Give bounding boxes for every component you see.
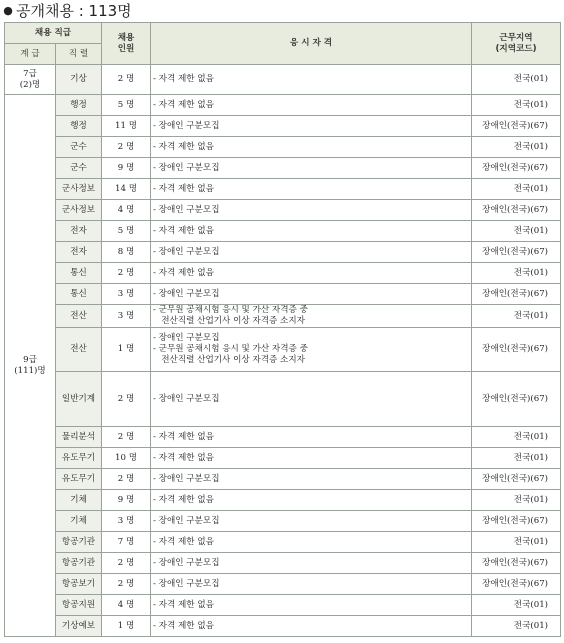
region-cell: 장애인(전국)(67) [472, 284, 561, 305]
job-cell: 유도무기 [56, 469, 102, 490]
table-row [5, 242, 561, 263]
qualification-cell [151, 65, 472, 95]
qualification-line: - 장애인 구분모집 [153, 473, 220, 484]
qualification-cell [151, 179, 472, 200]
region-cell: 전국(01) [472, 263, 561, 284]
count-cell: 2 명 [102, 574, 151, 595]
region-cell: 전국(01) [472, 427, 561, 448]
qualification-cell [151, 490, 472, 511]
job-cell: 전산 [56, 328, 102, 372]
region-cell: 장애인(전국)(67) [472, 242, 561, 263]
section-heading [0, 0, 564, 22]
qualification-line: - 장애인 구분모집 [153, 578, 220, 589]
region-cell: 전국(01) [472, 595, 561, 616]
qualification-cell [151, 448, 472, 469]
table-row [5, 532, 561, 553]
qualification-cell [151, 532, 472, 553]
heading-text: 공개채용 : 113명 [16, 2, 132, 20]
region-cell: 전국(01) [472, 221, 561, 242]
region-cell: 장애인(전국)(67) [472, 158, 561, 179]
count-cell: 2 명 [102, 372, 151, 427]
qualification-line: - 자격 제한 없음 [153, 141, 214, 152]
count-cell: 2 명 [102, 469, 151, 490]
qualification-line: - 장애인 구분모집 [153, 204, 220, 215]
count-cell: 5 명 [102, 95, 151, 116]
count-cell: 1 명 [102, 616, 151, 637]
region-cell: 전국(01) [472, 137, 561, 158]
table-row [5, 448, 561, 469]
qualification-line: - 장애인 구분모집 [153, 246, 220, 257]
region-cell: 전국(01) [472, 95, 561, 116]
job-cell: 군수 [56, 137, 102, 158]
qualification-line: - 장애인 구분모집 [153, 393, 220, 404]
qualification-line: 전산직렬 산업기사 이상 자격증 소지자 [153, 316, 305, 326]
recruitment-table [4, 22, 561, 637]
qualification-line: - 자격 제한 없음 [153, 599, 214, 610]
qualification-line: - 자격 제한 없음 [153, 431, 214, 442]
region-cell: 전국(01) [472, 179, 561, 200]
count-cell: 2 명 [102, 263, 151, 284]
table-row [5, 221, 561, 242]
qualification-cell [151, 116, 472, 137]
header-job: 직 렬 [56, 44, 102, 65]
count-cell: 2 명 [102, 427, 151, 448]
qualification-cell [151, 372, 472, 427]
header-group: 채용 직급 [5, 23, 102, 44]
qualification-line: - 자격 제한 없음 [153, 99, 214, 110]
header-qual: 응 시 자 격 [151, 23, 472, 65]
qualification-cell [151, 469, 472, 490]
region-cell: 장애인(전국)(67) [472, 200, 561, 221]
region-cell: 전국(01) [472, 65, 561, 95]
table-row [5, 95, 561, 116]
region-cell: 전국(01) [472, 490, 561, 511]
count-cell: 11 명 [102, 116, 151, 137]
job-cell: 전산 [56, 305, 102, 328]
table-row [5, 284, 561, 305]
table-row [5, 200, 561, 221]
header-count: 채용 인원 [102, 23, 151, 65]
qualification-cell [151, 137, 472, 158]
qualification-line: - 자격 제한 없음 [153, 536, 214, 547]
region-cell: 장애인(전국)(67) [472, 574, 561, 595]
table-row [5, 263, 561, 284]
count-cell: 3 명 [102, 284, 151, 305]
job-cell: 기체 [56, 490, 102, 511]
qualification-line: - 장애인 구분모집 [153, 162, 220, 173]
qualification-cell [151, 574, 472, 595]
qualification-line: - 장애인 구분모집 [153, 333, 220, 343]
region-cell: 장애인(전국)(67) [472, 469, 561, 490]
job-cell: 통신 [56, 284, 102, 305]
job-cell: 전자 [56, 221, 102, 242]
table-row [5, 595, 561, 616]
qualification-cell [151, 305, 472, 328]
table-row [5, 427, 561, 448]
region-cell: 전국(01) [472, 532, 561, 553]
grade-cell: 9급 (111)명 [5, 95, 56, 637]
region-cell: 장애인(전국)(67) [472, 553, 561, 574]
job-cell: 군사정보 [56, 200, 102, 221]
qualification-line: - 자격 제한 없음 [153, 452, 214, 463]
qualification-cell [151, 595, 472, 616]
qualification-cell [151, 242, 472, 263]
table-row [5, 511, 561, 532]
table-row [5, 158, 561, 179]
table-body [5, 65, 561, 637]
qualification-cell [151, 95, 472, 116]
region-cell: 장애인(전국)(67) [472, 328, 561, 372]
count-cell: 2 명 [102, 65, 151, 95]
table-row [5, 469, 561, 490]
count-cell: 3 명 [102, 511, 151, 532]
table-row [5, 616, 561, 637]
job-cell: 기상예보 [56, 616, 102, 637]
qualification-line: - 자격 제한 없음 [153, 74, 214, 84]
qualification-line: - 장애인 구분모집 [153, 288, 220, 299]
region-cell: 전국(01) [472, 616, 561, 637]
job-cell: 행정 [56, 116, 102, 137]
count-cell: 9 명 [102, 490, 151, 511]
table-row [5, 490, 561, 511]
grade-cell: 7급 (2)명 [5, 65, 56, 95]
table-row [5, 553, 561, 574]
count-cell: 10 명 [102, 448, 151, 469]
qualification-line: - 자격 제한 없음 [153, 183, 214, 194]
count-cell: 2 명 [102, 553, 151, 574]
table-row [5, 116, 561, 137]
region-cell: 장애인(전국)(67) [472, 511, 561, 532]
region-cell: 전국(01) [472, 305, 561, 328]
count-cell: 5 명 [102, 221, 151, 242]
job-cell: 유도무기 [56, 448, 102, 469]
count-cell: 14 명 [102, 179, 151, 200]
table-row [5, 137, 561, 158]
count-cell: 9 명 [102, 158, 151, 179]
job-cell: 항공지원 [56, 595, 102, 616]
qualification-line: - 자격 제한 없음 [153, 225, 214, 236]
qualification-cell [151, 511, 472, 532]
table-row [5, 305, 561, 328]
qualification-cell [151, 221, 472, 242]
qualification-line: - 군무원 공채시험 응시 및 가산 자격증 중 [153, 344, 308, 354]
qualification-line: - 자격 제한 없음 [153, 267, 214, 278]
job-cell: 군수 [56, 158, 102, 179]
region-cell: 장애인(전국)(67) [472, 372, 561, 427]
count-cell: 2 명 [102, 137, 151, 158]
qualification-cell [151, 284, 472, 305]
qualification-cell [151, 616, 472, 637]
job-cell: 기상 [56, 65, 102, 95]
qualification-line: - 자격 제한 없음 [153, 494, 214, 505]
job-cell: 군사정보 [56, 179, 102, 200]
table-row [5, 574, 561, 595]
count-cell: 3 명 [102, 305, 151, 328]
qualification-line: - 장애인 구분모집 [153, 515, 220, 526]
job-cell: 항공기관 [56, 532, 102, 553]
job-cell: 행정 [56, 95, 102, 116]
qualification-line: - 장애인 구분모집 [153, 120, 220, 131]
table-row [5, 65, 561, 95]
job-cell: 항공기관 [56, 553, 102, 574]
count-cell: 1 명 [102, 328, 151, 372]
qualification-cell [151, 328, 472, 372]
qualification-cell [151, 427, 472, 448]
job-cell: 일반기계 [56, 372, 102, 427]
qualification-line: - 자격 제한 없음 [153, 620, 214, 631]
qualification-cell [151, 200, 472, 221]
table-row [5, 372, 561, 427]
header-grade: 계 급 [5, 44, 56, 65]
header-region: 근무지역 (지역코드) [472, 23, 561, 65]
table-row [5, 328, 561, 372]
qualification-line: 전산직렬 산업기사 이상 자격증 소지자 [153, 355, 305, 365]
region-cell: 장애인(전국)(67) [472, 116, 561, 137]
count-cell: 7 명 [102, 532, 151, 553]
count-cell: 4 명 [102, 200, 151, 221]
job-cell: 통신 [56, 263, 102, 284]
qualification-line: - 군무원 공채시험 응시 및 가산 자격증 중 [153, 305, 308, 315]
qualification-cell [151, 553, 472, 574]
job-cell: 기체 [56, 511, 102, 532]
count-cell: 4 명 [102, 595, 151, 616]
region-cell: 전국(01) [472, 448, 561, 469]
qualification-line: - 장애인 구분모집 [153, 557, 220, 568]
job-cell: 전자 [56, 242, 102, 263]
job-cell: 물리분석 [56, 427, 102, 448]
count-cell: 8 명 [102, 242, 151, 263]
bullet-icon: ● [3, 4, 13, 17]
job-cell: 항공보기 [56, 574, 102, 595]
qualification-cell [151, 263, 472, 284]
table-row [5, 179, 561, 200]
qualification-cell [151, 158, 472, 179]
